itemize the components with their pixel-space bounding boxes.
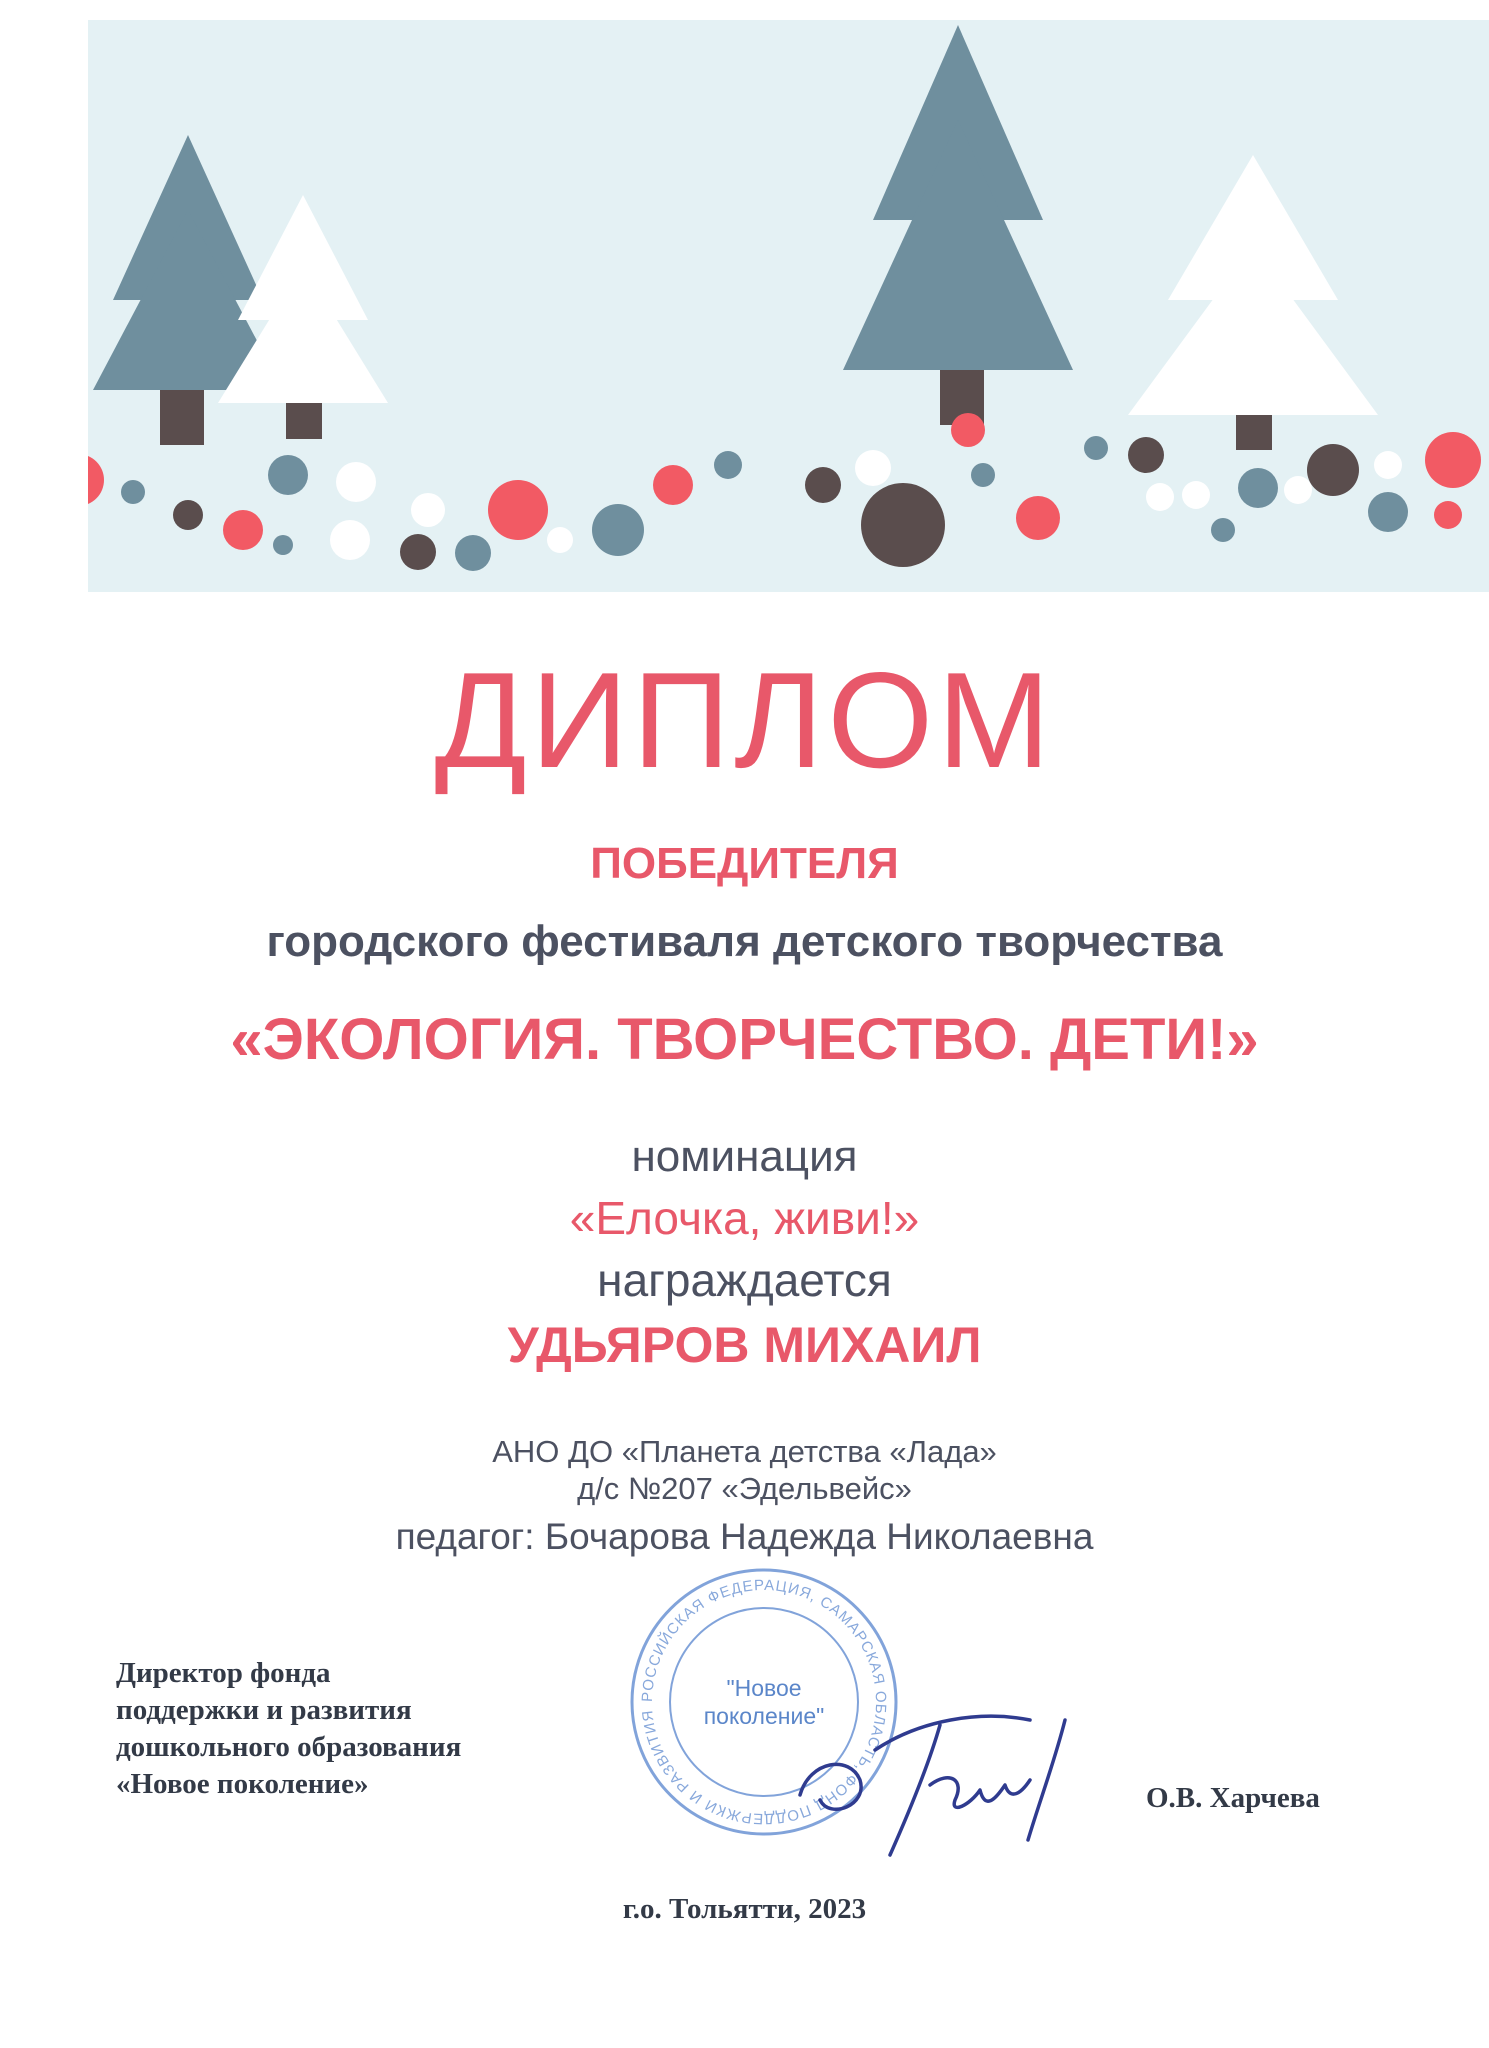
signature-icon (780, 1700, 1110, 1860)
festival-name: «ЭКОЛОГИЯ. ТВОРЧЕСТВО. ДЕТИ!» (230, 1007, 1259, 1072)
banner-illustration (88, 20, 1489, 592)
diploma-title: ДИПЛОМ (434, 644, 1055, 796)
director-line: дошкольного образования (116, 1731, 462, 1763)
director-line: «Новое поколение» (116, 1768, 369, 1800)
nomination-label: номинация (631, 1132, 858, 1181)
stamp-center-line-1: "Новое (726, 1675, 802, 1701)
director-line: Директор фонда (116, 1657, 331, 1689)
organization-line-1: АНО ДО «Планета детства «Лада» (492, 1434, 997, 1469)
city-year: г.о. Тольятти, 2023 (622, 1893, 867, 1925)
director-name: О.В. Харчева (1146, 1782, 1320, 1814)
nomination-name: «Елочка, живи!» (569, 1192, 920, 1244)
event-description: городского фестиваля детского творчества (266, 917, 1223, 966)
winter-banner (88, 20, 1489, 592)
tree-icon (218, 195, 388, 439)
diploma-subtitle: ПОБЕДИТЕЛЯ (590, 839, 899, 888)
teacher-name: педагог: Бочарова Надежда Николаевна (395, 1516, 1094, 1557)
organization-line-2: д/с №207 «Эдельвейс» (577, 1471, 912, 1506)
tree-icon (843, 25, 1073, 425)
awarded-label: награждается (597, 1254, 892, 1306)
stamp-center-line-2: поколение" (703, 1703, 825, 1729)
tree-icon (1128, 155, 1378, 450)
stamp-ring-text: РОССИЙСКАЯ ФЕДЕРАЦИЯ, САМАРСКАЯ ОБЛАСТЬ, ФОНД ПОДДЕРЖКИ И РАЗВИТИЯ (638, 1576, 890, 1828)
director-line: поддержки и развития (116, 1694, 412, 1726)
director-title (116, 1655, 461, 1803)
winner-name: УДЬЯРОВ МИХАИЛ (507, 1317, 982, 1373)
